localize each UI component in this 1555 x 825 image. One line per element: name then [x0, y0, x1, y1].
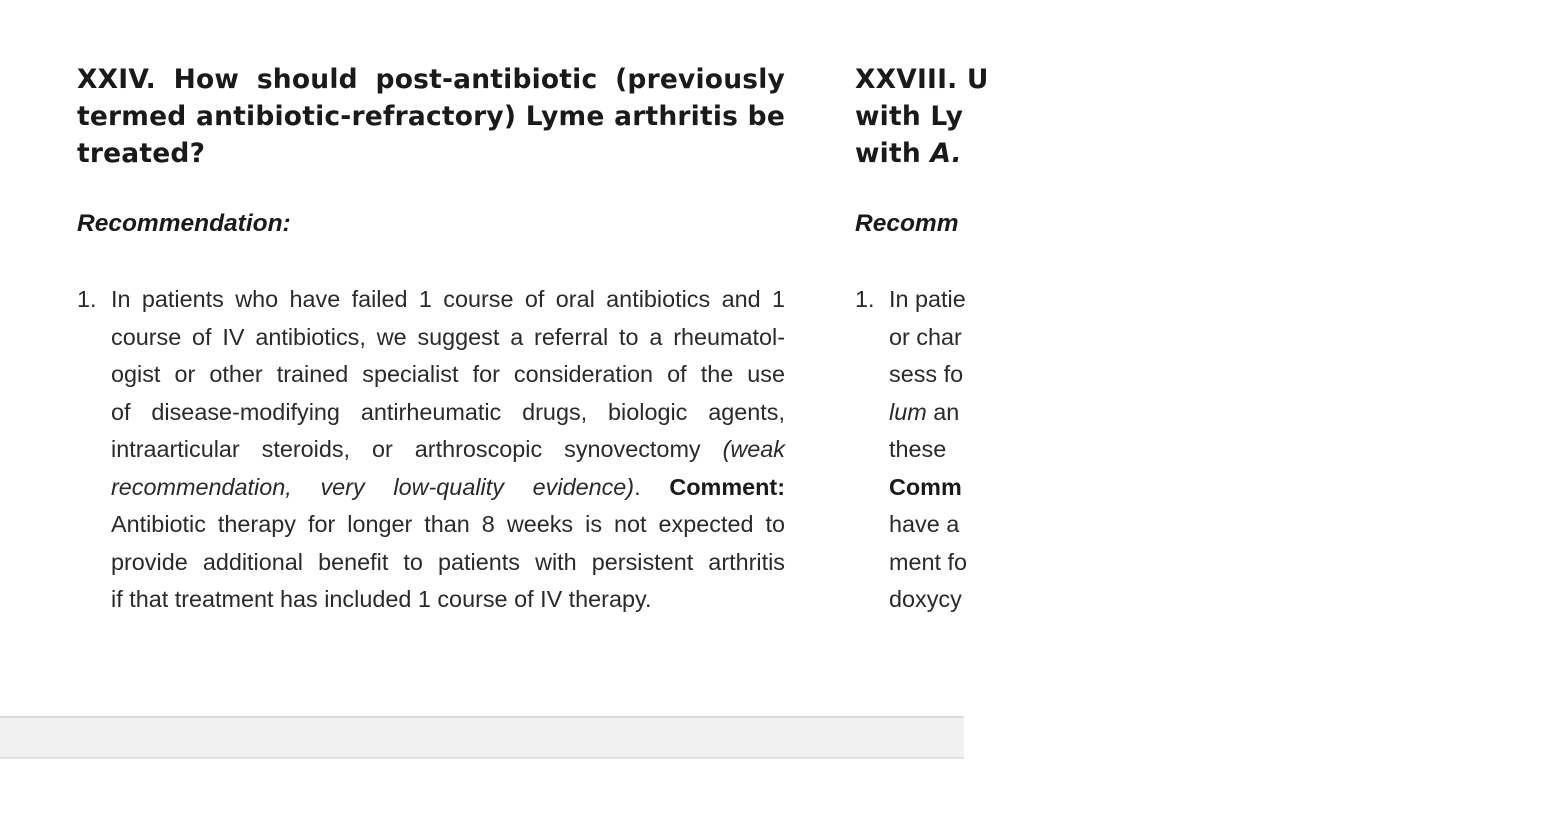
text-line: provide additional benefit to patients with persistent arthritis: [111, 548, 785, 575]
organism-name: A.: [930, 138, 962, 169]
text-line: if that treatment has included 1 course of IV therapy.: [111, 586, 652, 612]
section-xxviii: [855, 0, 1555, 716]
text-line: course of IV antibiotics, we suggest a referral to a rheumatol-: [111, 323, 785, 350]
title-line: termed antibiotic-refractory) Lyme arthritis be: [77, 101, 785, 132]
text-line: In patie: [889, 286, 966, 312]
text-line: have a: [889, 511, 960, 537]
text-line: Antibiotic therapy for longer than 8 weeks is not expected to: [111, 511, 785, 537]
footer-bar: [0, 716, 964, 759]
text-line: [111, 431, 785, 469]
recommendation-heading: Recommendation:: [77, 210, 291, 237]
recommendation-heading: Recomm: [855, 210, 959, 237]
question-title-xxiv: [77, 61, 785, 172]
title-line: XXVIII. U: [855, 64, 989, 95]
text-span: an: [926, 398, 960, 425]
question-title-xxviii: [855, 61, 989, 172]
text-line: ogist or other trained specialist for consideration of the use: [111, 361, 785, 387]
text-line: of disease-modifying antirheumatic drugs, biologic agents,: [111, 398, 785, 425]
text-span: lum: [889, 398, 927, 425]
text-line: ment fo: [889, 548, 968, 575]
recommendation-text: [889, 281, 1549, 619]
text-span: with: [855, 138, 931, 169]
comment-label: Comm: [889, 473, 962, 500]
evidence-grade: (weak: [722, 436, 785, 462]
title-line: XXIV. How should post-antibiotic (previously: [77, 64, 785, 95]
text-line: sess fo: [889, 361, 964, 387]
text-span: intraarticular steroids, or arthroscopic synovectomy: [111, 436, 723, 462]
text-line: [111, 469, 785, 507]
text-line: In patients who have failed 1 course of oral antibiotics and 1: [111, 286, 785, 312]
item-number: 1.: [77, 286, 97, 312]
text-span: .: [634, 473, 670, 500]
recommendation-text: [111, 281, 785, 619]
text-line: or char: [889, 323, 962, 350]
title-line: [855, 135, 989, 172]
text-line: these: [889, 436, 947, 462]
title-line: with Ly: [855, 101, 964, 132]
text-line: doxycy: [889, 586, 962, 612]
section-xxiv: [77, 0, 785, 716]
evidence-grade: recommendation, very low-quality evidence): [111, 473, 635, 500]
title-line: treated?: [77, 138, 206, 169]
comment-label: Comment:: [669, 473, 786, 500]
text-line: [889, 394, 1549, 432]
item-number: 1.: [855, 286, 875, 312]
